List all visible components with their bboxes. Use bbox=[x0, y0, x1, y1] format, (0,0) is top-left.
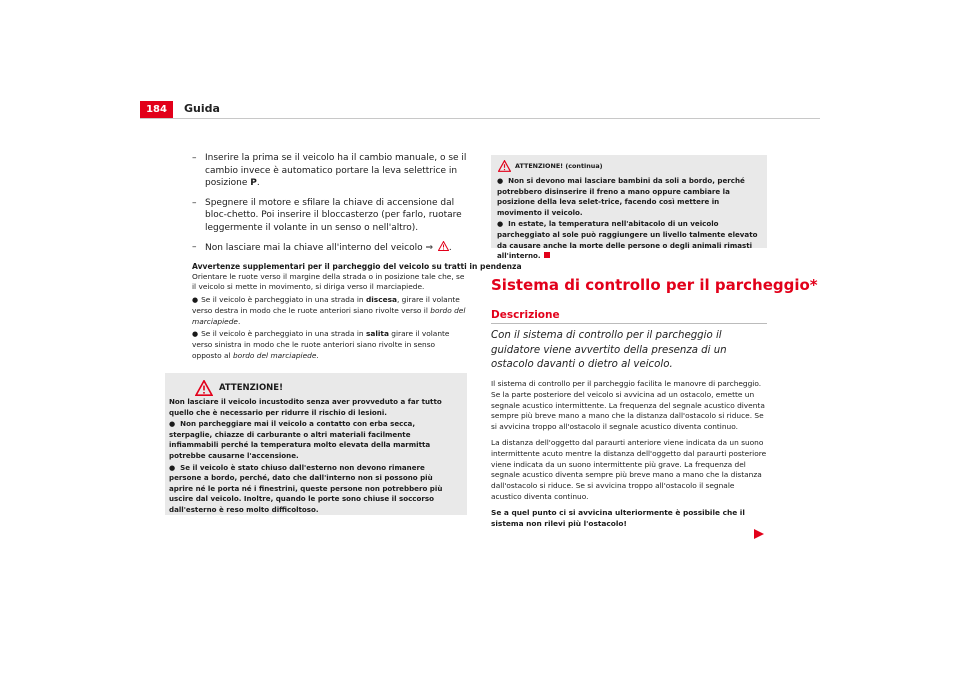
instruction-item: – Non lasciare mai la chiave all'interno del veicolo ⇒ . bbox=[192, 242, 452, 253]
next-page-arrow-icon[interactable] bbox=[752, 527, 766, 541]
instruction-item: – Inserire la prima se il veicolo ha il cambio manuale, o se il cambio invece è automatico portare la leva selettrice in posizione P. bbox=[192, 153, 467, 188]
bullet-item: ● Se il veicolo è parcheggiato in una strada in discesa, girare il volante verso destra in modo che le ruote anteriori siano rivolte verso il bordo del marciapiede. bbox=[192, 295, 466, 326]
bold-paragraph: Se a quel punto ci si avvicina ulteriormente è possibile che il sistema non rilevi più l'ostacolo! bbox=[491, 507, 745, 528]
warning-title: ATTENZIONE! bbox=[169, 379, 459, 397]
warning-bullet: ● Non parcheggiare mai il veicolo a contatto con erba secca, sterpaglie, chiazze di carburante o altri materiali facilmente infiammabili perché la temperatura molto elevata della marmitta potrebbe causarne l'accensione. bbox=[169, 419, 431, 460]
subheading: Avvertenze supplementari per il parcheggio del veicolo su tratti in pendenza bbox=[192, 261, 522, 271]
warning-triangle-icon bbox=[498, 160, 511, 172]
intro-text: Con il sistema di controllo per il parcheggio il guidatore viene avvertito della presenza di un ostacolo davanti o dietro al veicolo. bbox=[491, 330, 727, 370]
paragraph: Il sistema di controllo per il parcheggio facilita le manovre di parcheggio. Se la parte posteriore del veicolo si avvicina ad un ostacolo, emette un segnale acustico intermittente. La frequenza del segnale acustico diventa sempre più breve mano a mano che la distanza dall'ostacolo si riduce. Se si avvicina troppo all'ostacolo il segnale acustico diventa continuo. bbox=[491, 379, 765, 432]
warning-bullet: ● Non si devono mai lasciare bambini da soli a bordo, perché potrebbero disinserire il freno a mano oppure cambiare la posizione della leva selet-trice, facendo così mettere in movimento il veicolo. bbox=[497, 176, 745, 217]
end-marker bbox=[544, 252, 550, 258]
header-rule bbox=[140, 118, 820, 119]
warning-continued-title: ATTENZIONE! (continua) bbox=[497, 159, 761, 173]
warning-triangle-icon bbox=[195, 380, 213, 396]
subsection-title: Descrizione bbox=[491, 309, 560, 321]
warning-text: Non lasciare il veicolo incustodito senza aver provveduto a far tutto quello che è necessario per ridurre il rischio di lesioni. bbox=[169, 397, 442, 417]
paragraph: Orientare le ruote verso il margine della strada o in posizione tale che, se il veicolo si mette in movimento, si diriga verso il marciapiede. bbox=[192, 271, 465, 292]
instruction-item: – Spegnere il motore e sfilare la chiave di accensione dal bloc-chetto. Poi inserire il bloccasterzo (per farlo, ruotare leggermente il volante in un senso o nell'altro). bbox=[192, 197, 462, 233]
warning-bullet: ● In estate, la temperatura nell'abitacolo di un veicolo parcheggiato al sole può raggiungere un livello talmente elevato da causare anche la morte delle persone o degli animali rimasti all'interno. bbox=[497, 219, 758, 261]
left-column bbox=[192, 152, 522, 362]
body-text bbox=[491, 379, 767, 534]
paragraph: La distanza dell'oggetto dal paraurti anteriore viene indicata da un suono intermittente acuto mentre la distanza dell'oggetto dal paraurti posteriore viene indicata da un suono intermittente più grave. La frequenza del segnale acustico diventa sempre più breve mano a mano che la distanza dall'ostacolo si riduce. Se si avvicina troppo all'ostacolo il segnale acustico diventa continuo. bbox=[491, 437, 767, 501]
section-title: Sistema di controllo per il parcheggio* bbox=[491, 276, 818, 294]
warning-bullet: ● Se il veicolo è stato chiuso dall'esterno non devono rimanere persone a bordo, perché, dato che dall'interno non si possono più aprire né le porta né i finestrini, queste persone non potrebbero più uscire dal veicolo. Inoltre, quando le porte sono chiuse il soccorso dall'esterno è reso molto difficoltoso. bbox=[169, 462, 443, 514]
warning-box bbox=[165, 373, 467, 515]
warning-continued-box bbox=[491, 155, 767, 261]
running-head: Guida bbox=[184, 102, 220, 115]
page-number: 184 bbox=[140, 101, 173, 118]
warning-triangle-icon bbox=[438, 241, 449, 251]
subsection-rule bbox=[491, 323, 767, 324]
bullet-item: ● Se il veicolo è parcheggiato in una strada in salita girare il volante verso sinistra in modo che le ruote anteriori siano rivolte in senso opposto al bordo del marciapiede. bbox=[192, 329, 450, 361]
